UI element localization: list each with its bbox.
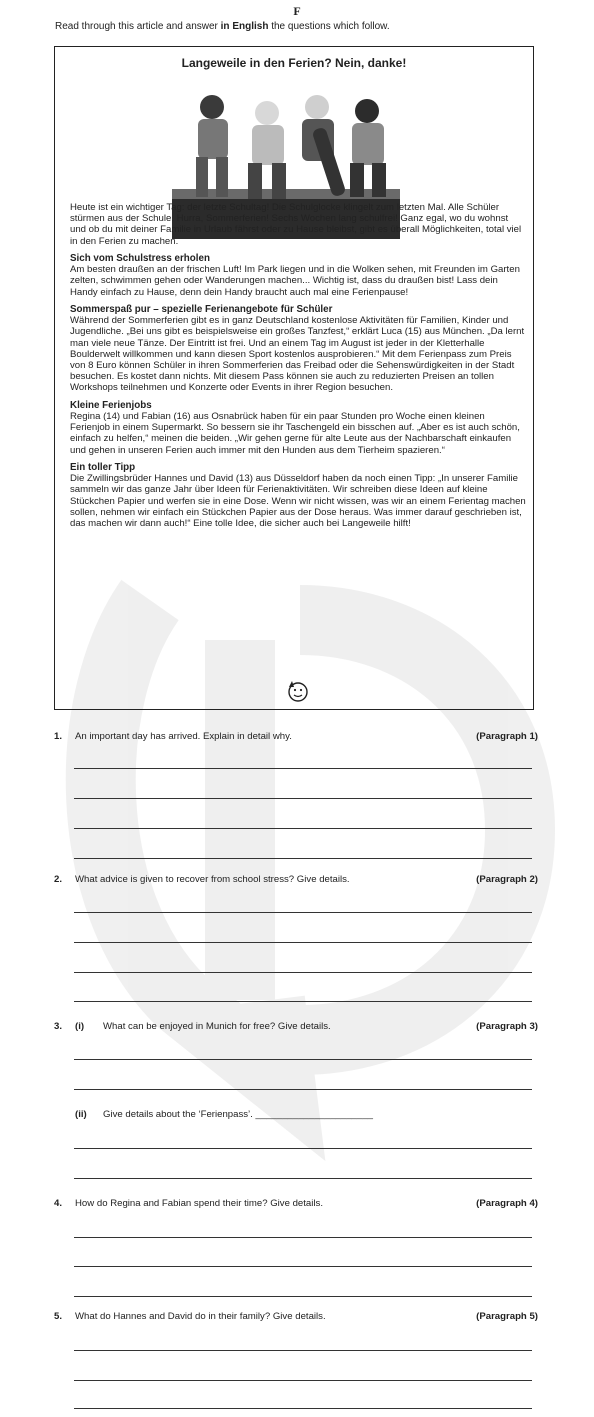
answer-line[interactable] <box>74 972 532 973</box>
question-text: What can be enjoyed in Munich for free? Give details. <box>103 1021 331 1032</box>
paragraph-5 <box>70 462 526 529</box>
answer-line[interactable] <box>74 1001 532 1002</box>
answer-line[interactable] <box>74 942 532 943</box>
answer-line[interactable] <box>74 912 532 913</box>
paragraph-4 <box>70 400 526 456</box>
paragraph-text: Heute ist ein wichtiger Tag: der letzte Schultag! Die Schulglocke klingelt zum letzten Mal. Alle Schüler stürmen aus der Schule. Hurra, Sommerferien! Sechs Wochen lang schulfrei! Ganz egal, wo du wohnst und ob du mit deiner Familie in Urlaub fährst oder zu Hause bleibst, gibt es überall Möglichkeiten, total viel in den Ferien zu machen. <box>70 202 522 247</box>
paragraph-2 <box>70 253 526 298</box>
question-text: Give details about the ‘Ferienpass’. ______________________ <box>103 1109 373 1120</box>
question-text: What do Hannes and David do in their family? Give details. <box>75 1311 326 1322</box>
answer-line[interactable] <box>74 1178 532 1179</box>
answer-line[interactable] <box>74 1380 532 1381</box>
question-reference: (Paragraph 1) <box>476 731 538 742</box>
paragraph-text: Während der Sommerferien gibt es in ganz Deutschland kostenlose Aktivitäten für Familien, Kinder und Jugendliche. „Bei uns gibt es beispielsweise ein großes Tanzfest,“ erklärt Luca (15) aus München. „Da lernt man viele neue Tänze. Der Eintritt ist frei. Und an einem Tag im August ist jeder in der Kletterhalle Boulderwelt willkommen und kann diesen Sport kostenlos ausprobieren.“ Mit dem Ferienpass zum Preis von 8 Euro können Schüler in ihren Sommerferien das Freibad oder die Sehenswürdigkeiten in der Stadt besuchen. Es kostet dann nichts. Mit diesem Pass können sie auch zu reduzierten Preisen an tollen Workshops teilnehmen und Konzerte oder Events in ihrer Region besuchen. <box>70 315 525 394</box>
answer-line[interactable] <box>74 768 532 769</box>
paragraph-text: Am besten draußen an der frischen Luft! Im Park liegen und in die Wolken sehen, mit Freunden im Garten zelten, schwimmen gehen oder Wanderungen machen... Wichtig ist, dass du draußen bist! Lass dein Handy einfach zu Hause, denn dein Handy braucht auch mal eine Ferienpause! <box>70 264 520 298</box>
paragraph-heading: Ein toller Tipp <box>70 461 136 473</box>
question-reference: (Paragraph 5) <box>476 1311 538 1322</box>
question-number: 1. <box>54 731 63 742</box>
question-subpart: (ii) <box>75 1109 87 1120</box>
question-reference: (Paragraph 3) <box>476 1021 538 1032</box>
answer-line[interactable] <box>74 1350 532 1351</box>
answer-line[interactable] <box>74 1237 532 1238</box>
question-number: 4. <box>54 1198 63 1209</box>
question-text: What advice is given to recover from school stress? Give details. <box>75 874 350 885</box>
paragraph-3 <box>70 304 526 394</box>
paragraph-heading: Sich vom Schulstress erholen <box>70 252 210 264</box>
paragraph-text: Regina (14) und Fabian (16) aus Osnabrück haben für ein paar Stunden pro Woche einen kleinen Ferienjob in einem Supermarkt. So bessern sie ihr Taschengeld ein bisschen auf. „Aber es ist auch schön, einfach zu helfen,“ meinen die beiden. „Wir gehen gerne für alte Leute aus der Nachbarschaft einkaufen und gehen in unseren Ferien auch immer mit den Hunden aus dem Tierheim spazieren.“ <box>70 411 520 456</box>
paragraph-heading: Kleine Ferienjobs <box>70 399 152 411</box>
question-reference: (Paragraph 2) <box>476 874 538 885</box>
question-number: 5. <box>54 1311 63 1322</box>
section-letter: F <box>293 4 301 18</box>
answer-line[interactable] <box>74 1296 532 1297</box>
answer-line[interactable] <box>74 1148 532 1149</box>
question-subpart: (i) <box>75 1021 85 1032</box>
answer-line[interactable] <box>74 798 532 799</box>
paragraph-heading: Sommerspaß pur – spezielle Ferienangebote für Schüler <box>70 303 333 315</box>
instructions: Read through this article and answer in English the questions which follow. <box>55 21 390 32</box>
article-paragraphs <box>70 202 526 535</box>
answer-line[interactable] <box>74 1089 532 1090</box>
question-number: 3. <box>54 1021 63 1032</box>
answer-line[interactable] <box>74 858 532 859</box>
thumbs-up-icon <box>287 679 309 703</box>
answer-line[interactable] <box>74 1059 532 1060</box>
answer-line[interactable] <box>74 1266 532 1267</box>
paragraph-text: Die Zwillingsbrüder Hannes und David (13) aus Düsseldorf haben da noch einen Tipp: „In unserer Familie sammeln wir das ganze Jahr über Ideen für Ferienaktivitäten. Wir schreiben diese Ideen auf kleine Stückchen Papier und werfen sie in eine Dose. Wenn wir nicht wissen, was wir an einem Ferientag machen sollen, nehmen wir einfach ein Stückchen Papier aus der Dose heraus. Was immer darauf geschrieben ist, das machen wir dann auch!“ Eine tolle Idee, die sicher auch bei Langeweile hilft! <box>70 473 526 530</box>
paragraph-1 <box>70 202 526 247</box>
article-title: Langeweile in den Ferien? Nein, danke! <box>181 56 407 70</box>
question-text: An important day has arrived. Explain in detail why. <box>75 731 292 742</box>
question-reference: (Paragraph 4) <box>476 1198 538 1209</box>
question-number: 2. <box>54 874 63 885</box>
article-box <box>54 46 534 710</box>
answer-line[interactable] <box>74 1408 532 1409</box>
question-text: How do Regina and Fabian spend their time? Give details. <box>75 1198 323 1209</box>
answer-line[interactable] <box>74 828 532 829</box>
